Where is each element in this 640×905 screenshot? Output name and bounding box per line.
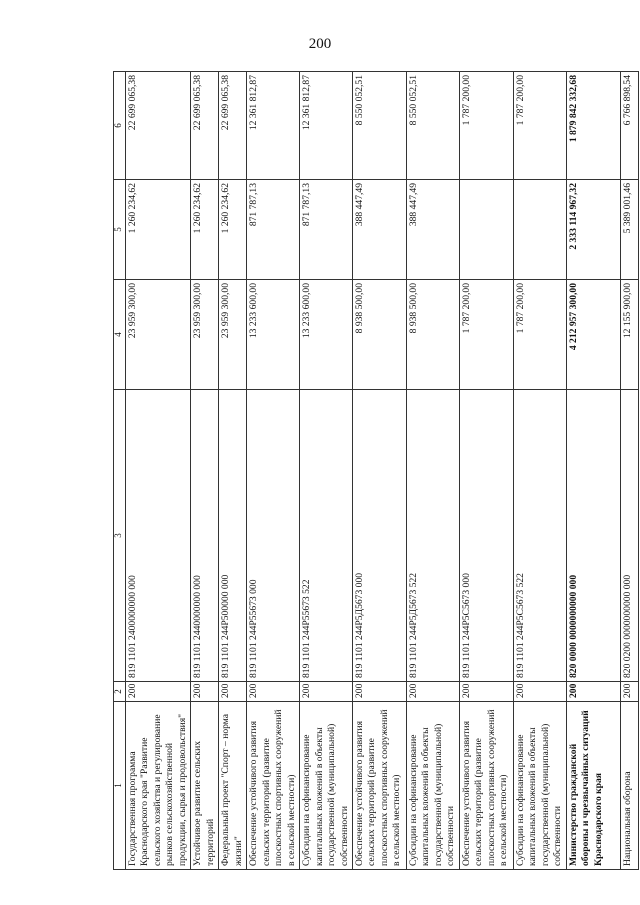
row-code-cell: 200 [406,682,459,702]
approved-amount-cell: 23 959 300,00 [126,280,191,390]
rotated-table-container [113,72,633,870]
approved-amount-cell: 8 938 500,00 [406,280,459,390]
executed-amount-cell: 1 260 234,62 [219,180,247,280]
rotated-table-region [113,72,633,870]
approved-amount-cell: 4 212 957 300,00 [566,280,620,390]
remaining-amount-cell: 12 361 812,87 [247,72,300,180]
row-code-cell: 200 [191,682,219,702]
remaining-amount-cell: 1 879 842 332,68 [566,72,620,180]
column-number-header: 6 [114,72,126,180]
budget-code-cell: 820 0000 0000000000 000 [566,390,620,682]
remaining-amount-cell: 8 550 052,51 [352,72,406,180]
budget-code-cell: 819 1101 244Р500000 000 [219,390,247,682]
approved-amount-cell: 13 233 600,00 [300,280,353,390]
row-code-cell: 200 [352,682,406,702]
table-row [566,72,620,870]
table-row [247,72,300,870]
row-code-cell: 200 [247,682,300,702]
executed-amount-cell: 871 787,13 [300,180,353,280]
executed-amount-cell: 388 447,49 [406,180,459,280]
remaining-amount-cell: 1 787 200,00 [459,72,513,180]
table-row [126,72,191,870]
row-name-cell: Государственная программа Краснодарского края "Развитие сельского хозяйства и регулирование рынков сельскохозяйственной продукции, сырья и продовольствия" [126,702,191,870]
row-name-cell: Министерство гражданской обороны и чрезвычайных ситуаций Краснодарского края [566,702,620,870]
column-number-header: 2 [114,682,126,702]
row-name-cell: Субсидии на софинансирование капитальных вложений в объекты государственной (муниципальной) собственности [406,702,459,870]
table-row [300,72,353,870]
budget-code-cell: 820 0200 0000000000 000 [620,390,638,682]
table-row [191,72,219,870]
executed-amount-cell: 871 787,13 [247,180,300,280]
remaining-amount-cell: 8 550 052,51 [406,72,459,180]
table-row [406,72,459,870]
budget-code-cell: 819 1101 244Р5Д5673 522 [406,390,459,682]
row-name-cell: Субсидии на софинансирование капитальных вложений в объекты государственной (муниципальной) собственности [300,702,353,870]
budget-code-cell: 819 1101 244Р5С5673 000 [459,390,513,682]
column-number-header: 4 [114,280,126,390]
column-number-header: 3 [114,390,126,682]
row-code-cell: 200 [566,682,620,702]
column-number-header: 5 [114,180,126,280]
table-row [459,72,513,870]
row-code-cell: 200 [300,682,353,702]
executed-amount-cell: 5 389 001,46 [620,180,638,280]
row-code-cell: 200 [219,682,247,702]
budget-code-cell: 819 1101 244Р55673 000 [247,390,300,682]
budget-code-cell: 819 1101 244Р55673 522 [300,390,353,682]
row-name-cell: Обеспечение устойчивого развития сельских территорий (развитие плоскостных спортивных сооружений в сельской местности) [352,702,406,870]
page-number: 200 [308,36,332,52]
remaining-amount-cell: 22 699 065,38 [191,72,219,180]
budget-table-body [114,72,639,870]
approved-amount-cell: 23 959 300,00 [219,280,247,390]
executed-amount-cell [459,180,513,280]
executed-amount-cell: 1 260 234,62 [126,180,191,280]
budget-table [113,71,639,870]
approved-amount-cell: 8 938 500,00 [352,280,406,390]
budget-code-cell: 819 1101 2400000000 000 [126,390,191,682]
row-code-cell: 200 [126,682,191,702]
row-code-cell: 200 [513,682,566,702]
table-row [513,72,566,870]
row-name-cell: Обеспечение устойчивого развития сельских территорий (развитие плоскостных спортивных сооружений в сельской местности) [247,702,300,870]
remaining-amount-cell: 22 699 065,38 [126,72,191,180]
executed-amount-cell: 2 333 114 967,32 [566,180,620,280]
executed-amount-cell [513,180,566,280]
remaining-amount-cell: 22 699 065,38 [219,72,247,180]
row-name-cell: Обеспечение устойчивого развития сельских территорий (развитие плоскостных спортивных сооружений в сельской местности) [459,702,513,870]
row-name-cell: Устойчивое развитие сельских территорий [191,702,219,870]
table-row [219,72,247,870]
remaining-amount-cell: 12 361 812,87 [300,72,353,180]
row-name-cell: Национальная оборона [620,702,638,870]
approved-amount-cell: 23 959 300,00 [191,280,219,390]
approved-amount-cell: 13 233 600,00 [247,280,300,390]
row-code-cell: 200 [620,682,638,702]
approved-amount-cell: 1 787 200,00 [459,280,513,390]
approved-amount-cell: 1 787 200,00 [513,280,566,390]
row-code-cell: 200 [459,682,513,702]
table-row [352,72,406,870]
column-number-header: 1 [114,702,126,870]
budget-code-cell: 819 1101 244Р5Д5673 000 [352,390,406,682]
row-name-cell: Субсидии на софинансирование капитальных вложений в объекты государственной (муниципальной) собственности [513,702,566,870]
remaining-amount-cell: 1 787 200,00 [513,72,566,180]
approved-amount-cell: 12 155 900,00 [620,280,638,390]
remaining-amount-cell: 6 766 898,54 [620,72,638,180]
budget-code-cell: 819 1101 244Р5С5673 522 [513,390,566,682]
budget-code-cell: 819 1101 2440000000 000 [191,390,219,682]
executed-amount-cell: 1 260 234,62 [191,180,219,280]
table-row [620,72,638,870]
row-name-cell: Федеральный проект "Спорт – норма жизни" [219,702,247,870]
executed-amount-cell: 388 447,49 [352,180,406,280]
table-header-row [114,72,126,870]
